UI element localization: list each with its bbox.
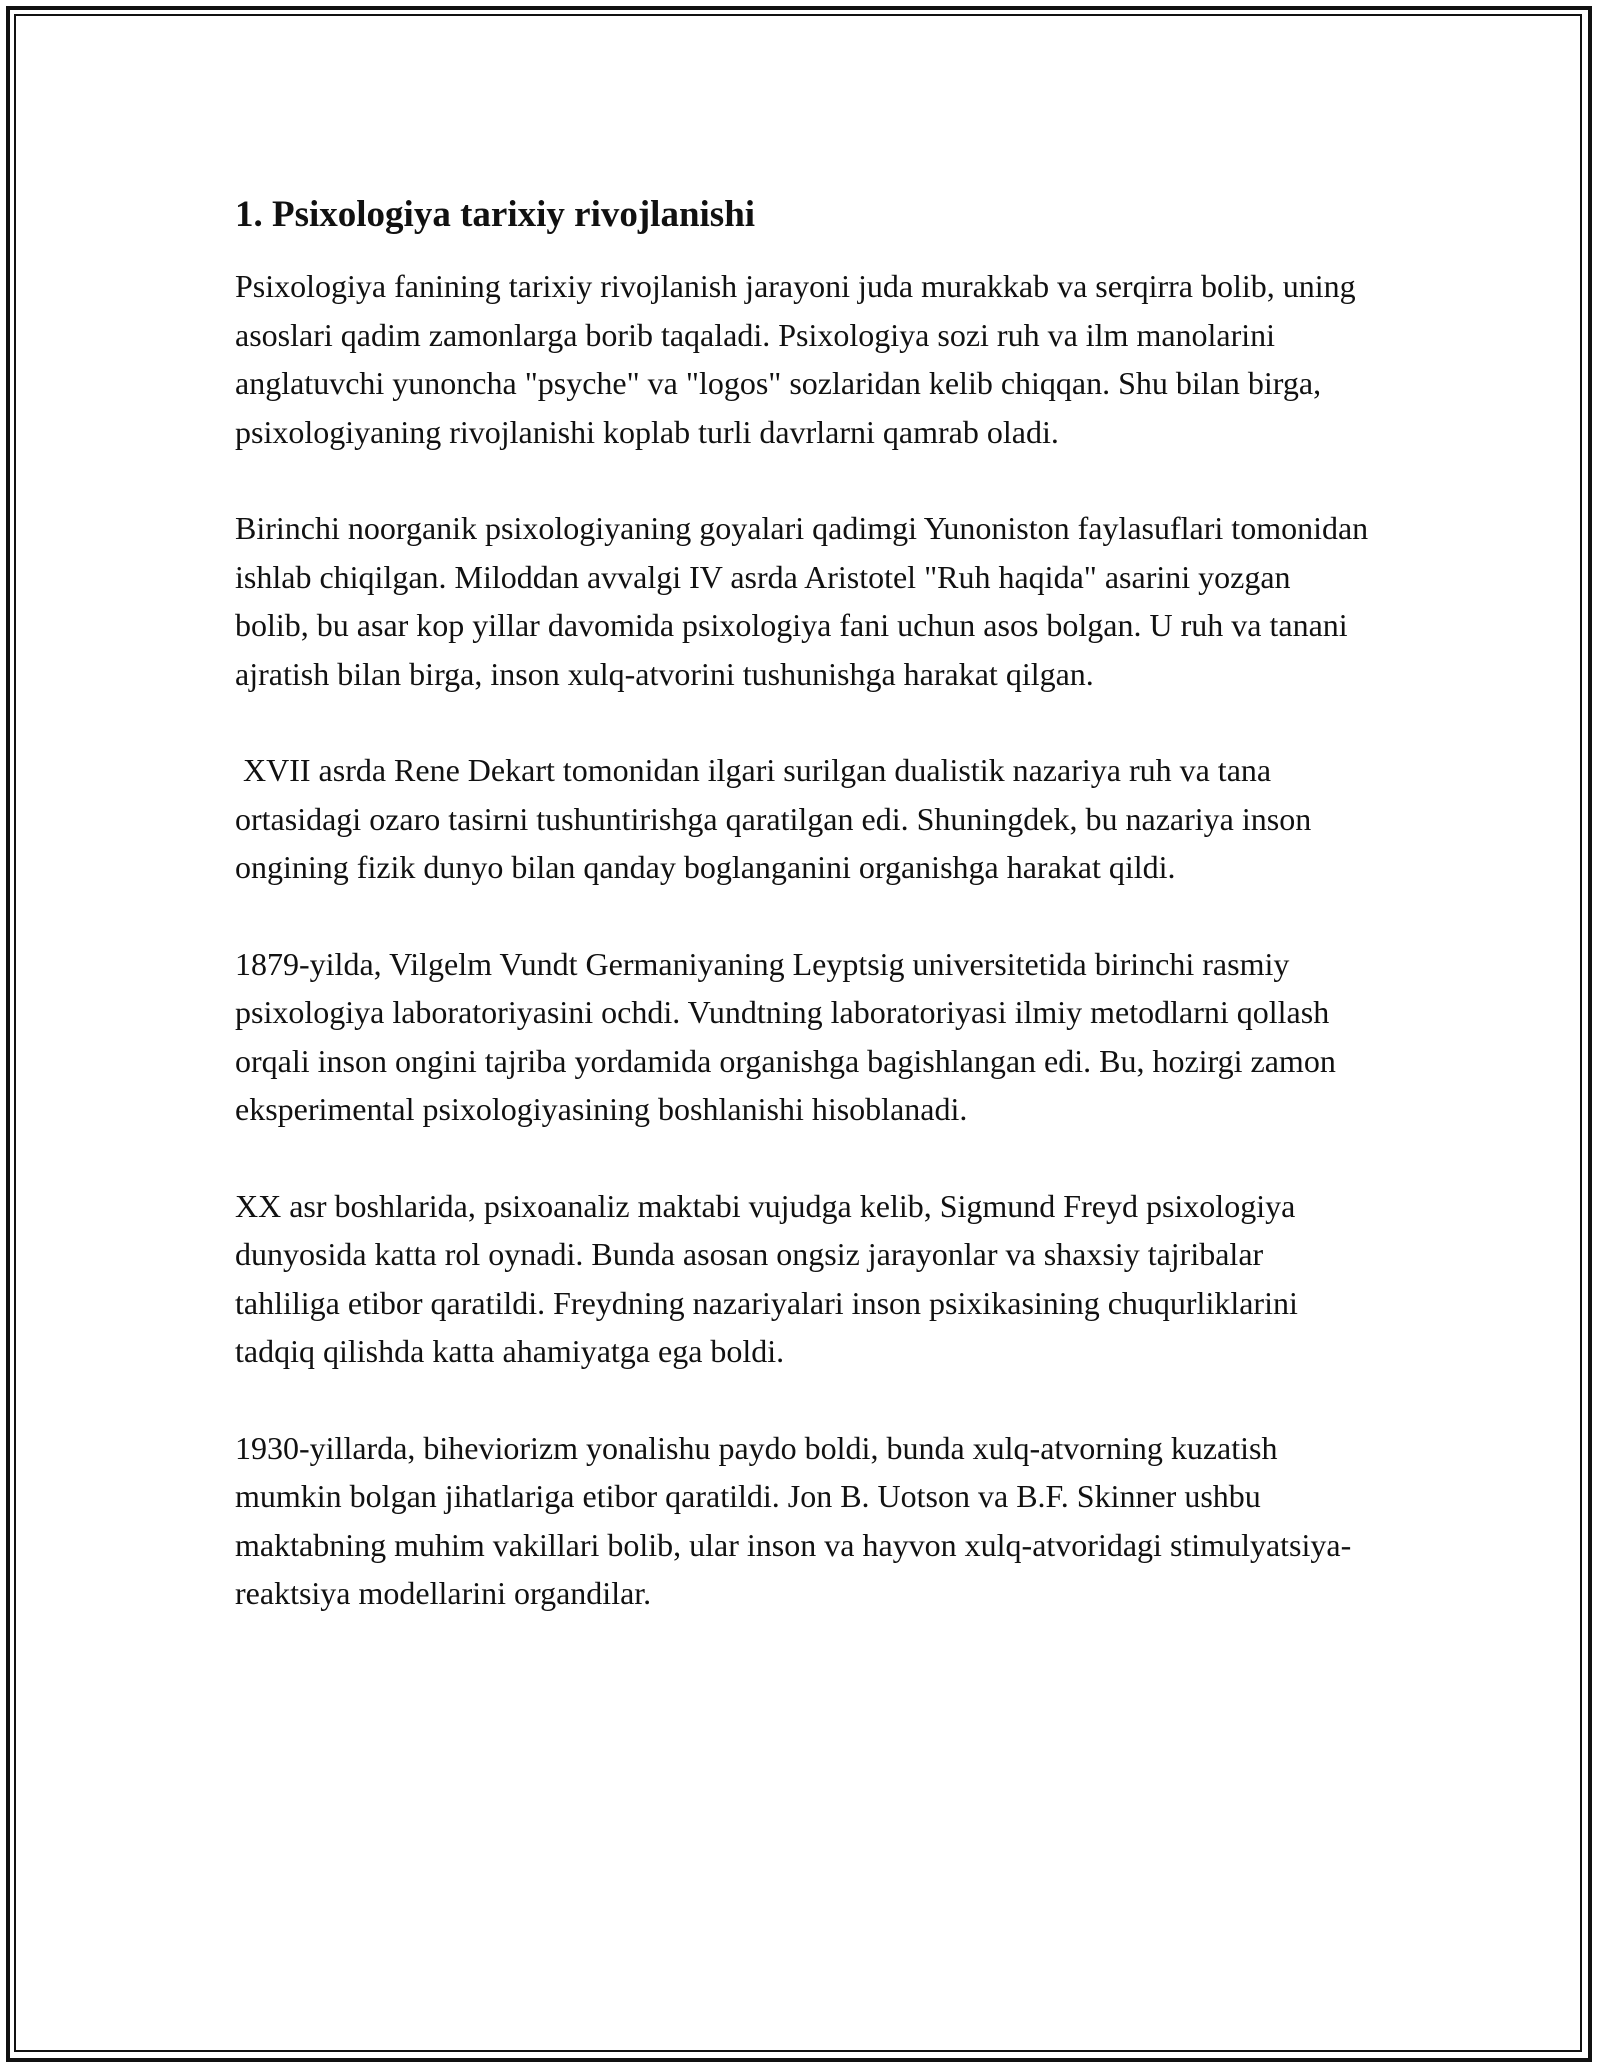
paragraph-freud: XX asr boshlarida, psixoanaliz maktabi vujudga kelib, Sigmund Freyd psixologiya dunyosida katta rol oynadi. Bunda asosan ongsiz jarayonlar va shaxsiy tajribalar tahliliga etibor qaratildi. Freydning nazariyalari inson psixikasining chuqurliklarini tadqiq qilishda katta ahamiyatga ega boldi. [235,1187,1306,1369]
paragraph-behaviorism: 1930-yillarda, biheviorizm yonalishu paydo boldi, bunda xulq-atvorning kuzatish mumkin bolgan jihatlariga etibor qaratildi. Jon B. Uotson va B.F. Skinner ushbu maktabning muhim vakillari bolib, ular inson va hayvon xulq-atvoridagi stimulyatsiya-reaktsiya modellarini organdilar. [235,1429,1352,1611]
paragraph-descartes: XVII asrda Rene Dekart tomonidan ilgari surilgan dualistik nazariya ruh va tana ortasidagi ozaro tasirni tushuntirishga qaratilgan edi. Shuningdek, bu nazariya inson ongining fizik dunyo bilan qanday boglanganini organishga harakat qildi. [235,752,1320,885]
paragraph-wundt: 1879-yilda, Vilgelm Vundt Germaniyaning Leyptsig universitetida birinchi rasmiy psixologiya laboratoriyasini ochdi. Vundtning laboratoriyasi ilmiy metodlarni qollash orqali inson ongini tajriba yordamida organishga bagishlangan edi. Bu, hozirgi zamon eksperimental psixologiyasining boshlanishi hisoblanadi. [235,945,1344,1127]
paragraph-intro: Psixologiya fanining tarixiy rivojlanish jarayoni juda murakkab va serqirra bolib, uning asoslari qadim zamonlarga borib taqaladi. Psixologiya sozi ruh va ilm manolarini anglatuvchi yunoncha "psyche" va "logos" sozlaridan kelib chiqqan. Shu bilan birga, psixologiyaning rivojlanishi koplab turli davrlarni qamrab oladi. [235,268,1364,450]
document-body [235,190,1377,1666]
paragraph-aristotle: Birinchi noorganik psixologiyaning goyalari qadimgi Yunoniston faylasuflari tomonidan ishlab chiqilgan. Miloddan avvalgi IV asrda Aristotel "Ruh haqida" asarini yozgan bolib, bu asar kop yillar davomida psixologiya fani uchun asos bolgan. U ruh va tanani ajratish bilan birga, inson xulq-atvorini tushunishga harakat qilgan. [235,510,1377,692]
section-heading: 1. Psixologiya tarixiy rivojlanishi [235,194,756,235]
